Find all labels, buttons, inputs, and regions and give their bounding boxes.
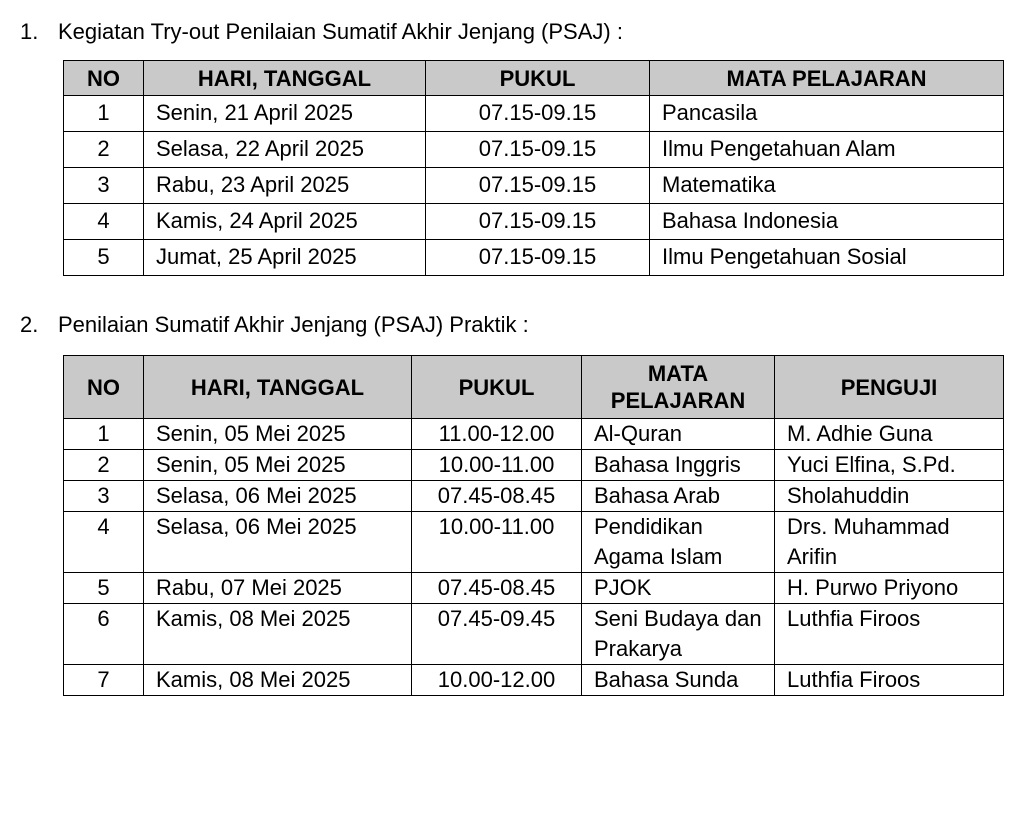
section2-title: Penilaian Sumatif Akhir Jenjang (PSAJ) Praktik :: [58, 312, 529, 337]
cell-date: Kamis, 24 April 2025: [144, 204, 426, 240]
cell-subject: Bahasa Indonesia: [650, 204, 1004, 240]
table-header-row: [64, 61, 1004, 96]
header-subject: MATA PELAJARAN: [650, 61, 1004, 96]
cell-time: 10.00-12.00: [412, 665, 582, 696]
header-no: NO: [64, 356, 144, 419]
table-row: [64, 168, 1004, 204]
section2-number: 2.: [20, 312, 39, 337]
section1-number: 1.: [20, 19, 39, 44]
table-row: [64, 512, 1004, 573]
cell-time: 07.45-08.45: [412, 573, 582, 604]
table-row: [64, 132, 1004, 168]
cell-date: Senin, 05 Mei 2025: [144, 419, 412, 450]
cell-examiner: M. Adhie Guna: [775, 419, 1004, 450]
cell-no: 7: [64, 665, 144, 696]
cell-date: Selasa, 22 April 2025: [144, 132, 426, 168]
table-row: [64, 419, 1004, 450]
cell-date: Rabu, 07 Mei 2025: [144, 573, 412, 604]
section1-heading: [20, 20, 623, 44]
cell-examiner: Sholahuddin: [775, 481, 1004, 512]
cell-examiner: Drs. Muhammad Arifin: [775, 512, 1004, 573]
header-date: HARI, TANGGAL: [144, 356, 412, 419]
table-row: [64, 450, 1004, 481]
cell-examiner: Yuci Elfina, S.Pd.: [775, 450, 1004, 481]
header-subject: MATA PELAJARAN: [582, 356, 775, 419]
cell-time: 07.15-09.15: [426, 204, 650, 240]
cell-subject: Ilmu Pengetahuan Alam: [650, 132, 1004, 168]
cell-examiner: H. Purwo Priyono: [775, 573, 1004, 604]
cell-subject: Pendidikan Agama Islam: [582, 512, 775, 573]
cell-no: 1: [64, 419, 144, 450]
cell-no: 4: [64, 204, 144, 240]
cell-time: 11.00-12.00: [412, 419, 582, 450]
cell-no: 6: [64, 604, 144, 665]
header-no: NO: [64, 61, 144, 96]
cell-examiner: Luthfia Firoos: [775, 665, 1004, 696]
table-row: [64, 481, 1004, 512]
cell-date: Rabu, 23 April 2025: [144, 168, 426, 204]
cell-date: Senin, 05 Mei 2025: [144, 450, 412, 481]
table-row: [64, 573, 1004, 604]
cell-subject: Ilmu Pengetahuan Sosial: [650, 240, 1004, 276]
cell-subject: Seni Budaya dan Prakarya: [582, 604, 775, 665]
cell-examiner: Luthfia Firoos: [775, 604, 1004, 665]
cell-date: Kamis, 08 Mei 2025: [144, 604, 412, 665]
table-header-row: [64, 356, 1004, 419]
table-row: [64, 204, 1004, 240]
cell-date: Kamis, 08 Mei 2025: [144, 665, 412, 696]
cell-date: Selasa, 06 Mei 2025: [144, 512, 412, 573]
section1-title: Kegiatan Try-out Penilaian Sumatif Akhir Jenjang (PSAJ) :: [58, 19, 623, 44]
cell-time: 07.15-09.15: [426, 240, 650, 276]
practical-exam-table: [63, 355, 1004, 696]
cell-no: 1: [64, 96, 144, 132]
cell-no: 4: [64, 512, 144, 573]
cell-time: 10.00-11.00: [412, 450, 582, 481]
cell-no: 2: [64, 450, 144, 481]
cell-no: 2: [64, 132, 144, 168]
cell-subject: Bahasa Arab: [582, 481, 775, 512]
cell-subject: Matematika: [650, 168, 1004, 204]
header-time: PUKUL: [412, 356, 582, 419]
cell-date: Selasa, 06 Mei 2025: [144, 481, 412, 512]
cell-date: Jumat, 25 April 2025: [144, 240, 426, 276]
cell-time: 07.15-09.15: [426, 132, 650, 168]
table-row: [64, 240, 1004, 276]
cell-time: 07.15-09.15: [426, 96, 650, 132]
cell-subject: Al-Quran: [582, 419, 775, 450]
cell-time: 10.00-11.00: [412, 512, 582, 573]
cell-no: 3: [64, 168, 144, 204]
cell-subject: Pancasila: [650, 96, 1004, 132]
cell-no: 5: [64, 240, 144, 276]
header-date: HARI, TANGGAL: [144, 61, 426, 96]
header-time: PUKUL: [426, 61, 650, 96]
cell-subject: Bahasa Sunda: [582, 665, 775, 696]
table-row: [64, 96, 1004, 132]
tryout-schedule-table: [63, 60, 1004, 276]
cell-date: Senin, 21 April 2025: [144, 96, 426, 132]
cell-subject: PJOK: [582, 573, 775, 604]
table-row: [64, 604, 1004, 665]
header-examiner: PENGUJI: [775, 356, 1004, 419]
cell-no: 3: [64, 481, 144, 512]
table-row: [64, 665, 1004, 696]
cell-time: 07.15-09.15: [426, 168, 650, 204]
cell-time: 07.45-09.45: [412, 604, 582, 665]
cell-subject: Bahasa Inggris: [582, 450, 775, 481]
cell-time: 07.45-08.45: [412, 481, 582, 512]
cell-no: 5: [64, 573, 144, 604]
section2-heading: [20, 313, 529, 337]
